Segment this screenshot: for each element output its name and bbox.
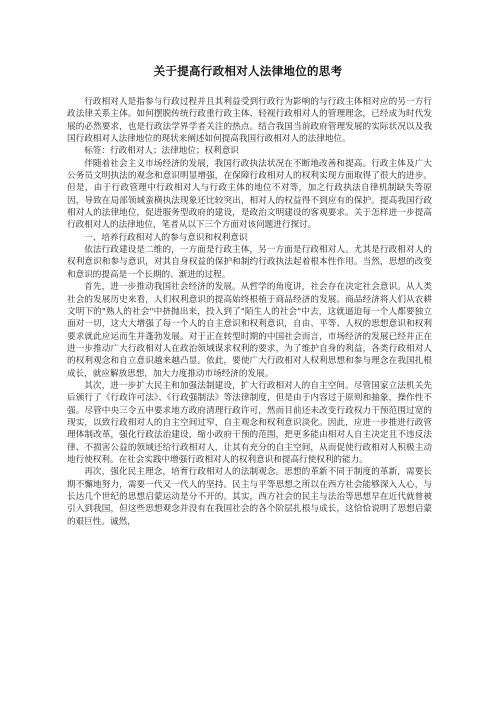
abstract-paragraph: 行政相对人是指参与行政过程并且其利益受到行政行为影响的与行政主体相对应的另一方行政法律关系主体。如何摆脱传统行政重行政主体、轻视行政相对人的管理理念，已经成为时代发展的必然要求，也是行政法学界学者关注的热点。结合我国当前政府管理发展的实际状况以及我国行政相对人法律地位的现状来阐述如何提高我国行政相对人的法律地位。 — [67, 97, 432, 145]
keywords-line: 标签：行政相对人；法律地位；权利意识 — [84, 146, 239, 157]
document-body — [67, 96, 432, 528]
section-heading-1: 一、培养行政相对人的参与意识和权利意识 — [84, 232, 248, 243]
document-title: 关于提高行政相对人法律地位的思考 — [153, 64, 343, 78]
third-point-paragraph: 再次，强化民主理念，培育行政相对人的法制观念。思想的革新不同于制度的革新，需要长期不懈地努力，需要一代又一代人的坚持。民主与平等思想之所以在西方社会能够深入人心，与长达几个世纪的思想启蒙运动是分不开的。其实，西方社会的民主与法治等思想早在近代就曾被引入到我国，但这些思想观念并没有在我国社会的各个阶层扎根与成长，这恰恰说明了思想启蒙的艰巨性。诚然， — [67, 467, 432, 527]
first-point-paragraph: 首先，进一步推动我国社会经济的发展。从哲学的角度讲，社会存在决定社会意识。从人类社会的发展历史来看，人们权利意识的提高始终根植于商品经济的发展。商品经济将人们从农耕文明下的"熟人的社会"中挤抛出来，投入到了"陌生人的社会"中去，这就逼迫每一个人都要独立面对一切，这大大增强了每一个人的自主意识和权利意识，自由、平等、人权的思想意识和权利要求就此应运而生并蓬勃发展。对于正在转型时期的中国社会而言，市场经济的发展已经并正在进一步推动广大行政相对人在政治领域谋求权利的要求，为了维护自身的利益，各类行政相对人的权利观念和自立意识越来越凸显。依此，要使广大行政相对人权利思想和参与理念在我国扎根成长，就应解放思想，加大力度推动市场经济的发展。 — [67, 282, 432, 379]
intro-paragraph: 伴随着社会主义市场经济的发展，我国行政执法状况在不断地改善和提高。行政主体及广大公务员文明执法的观念和意识明显增强，在保障行政相对人的权利实现方面取得了很大的进步。但是，由于行政管理中行政相对人与行政主体的地位不对等，加之行政执法自律机制缺失等原因，导致在局部领域蛮横执法现象还比较突出，相对人的权益得不到应有的保护。提高我国行政相对人的法律地位，促进服务型政府的建设，是政治文明建设的客观要求。关于怎样进一步提高行政相对人的法律地位，笔者从以下三个方面对该问题进行探讨。 — [67, 158, 432, 231]
section-1-paragraph: 依法行政建设是二维的，一方面是行政主体，另一方面是行政相对人。尤其是行政相对人的权利意识和参与意识，对其自身权益的保护和制约行政执法起着根本性作用。当然，思想的改变和意识的提高是一个长期的、渐进的过程。 — [67, 245, 432, 280]
second-point-paragraph: 其次，进一步扩大民主和加强法制建设，扩大行政相对人的自主空间。尽管国家立法机关先后颁行了《行政许可法》、《行政强制法》等法律制度，但是由于内容过于原则和抽象，操作性不强。尽管中央三令五申要求地方政府清理行政许可，然而目前还未改变行政权力干预范围过宽的现实，以致行政相对人的自主空间过窄，自主观念和权利意识淡化。因此，应进一步推进行政管理体制改革，强化行政法治建设，缩小政府干预的范围，把更多能由相对人自主决定且不违反法律、不损害公益的领域还给行政相对人，让其有充分的自主空间，从而促使行政相对人积极主动地行使权利。在社会实践中增强行政相对人的权利意识和提高行使权利的能力。 — [67, 380, 432, 465]
